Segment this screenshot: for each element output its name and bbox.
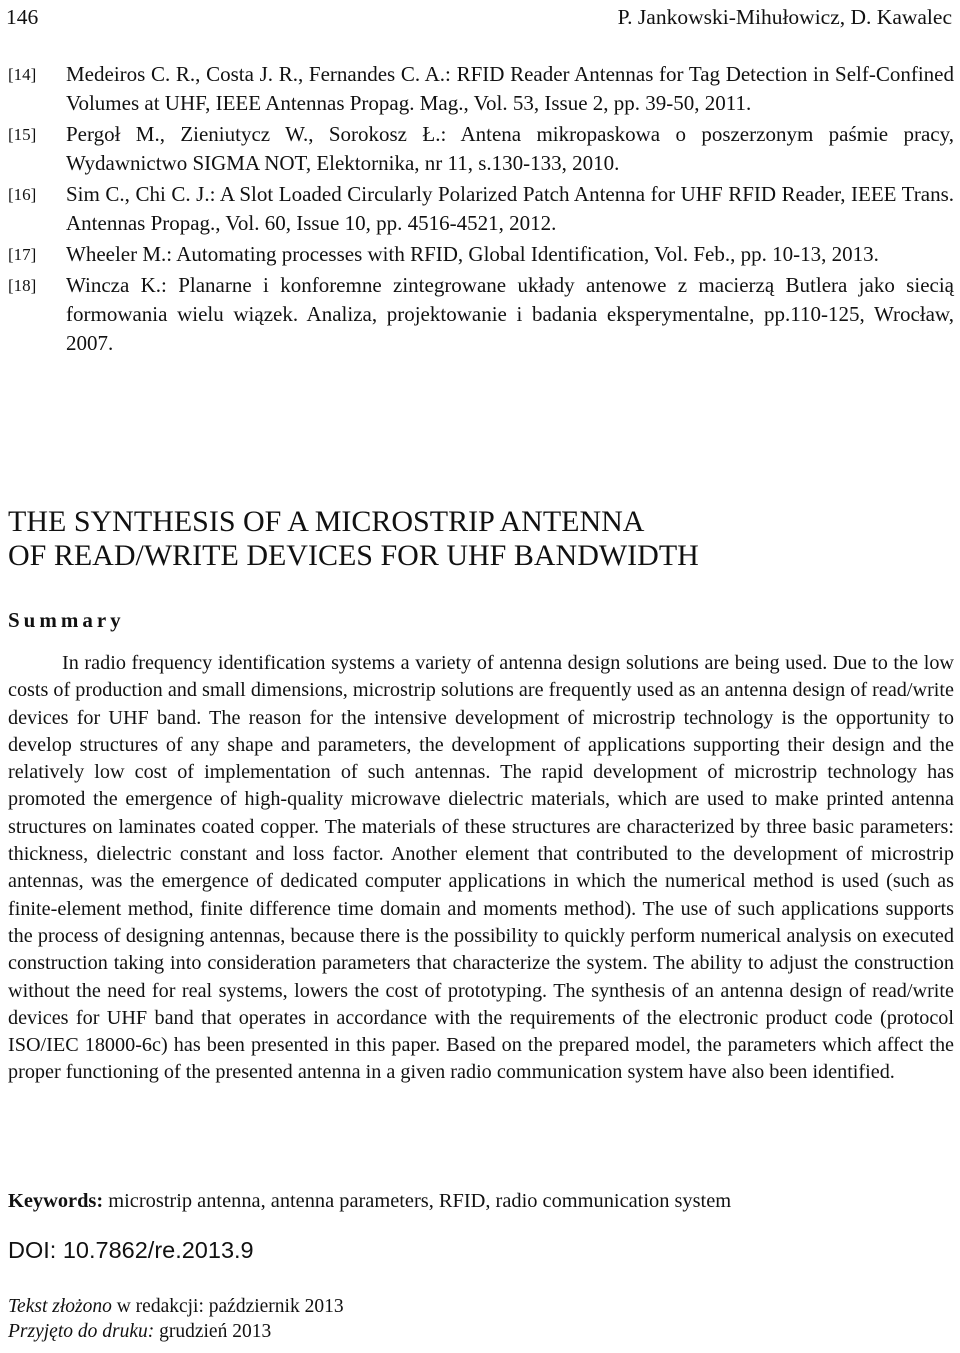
reference-list [8, 60, 954, 358]
reference-number: [18] [8, 276, 37, 295]
running-head [6, 2, 952, 32]
submitted-label: Tekst złożono [8, 1296, 112, 1317]
article-title-line-2: OF READ/WRITE DEVICES FOR UHF BANDWIDTH [8, 539, 699, 572]
accepted-note [8, 1319, 344, 1344]
keywords-line [8, 1187, 954, 1215]
reference-number: [15] [8, 125, 37, 144]
reference-text: Medeiros C. R., Costa J. R., Fernandes C. A.: RFID Reader Antennas for Tag Detection in Self-Confined Volumes at UHF, IEEE Antennas Propag. Mag., Vol. 53, Issue 2, pp. 39-50, 2011. [66, 62, 954, 115]
reference-item [8, 180, 954, 238]
summary-heading: Summary [8, 608, 125, 632]
reference-item [8, 120, 954, 178]
editorial-notes [8, 1294, 344, 1344]
submitted-date: październik 2013 [208, 1296, 344, 1317]
article-title-line-1: THE SYNTHESIS OF A MICROSTRIP ANTENNA [8, 505, 645, 538]
page-number: 146 [6, 5, 39, 29]
accepted-date: grudzień 2013 [159, 1321, 272, 1342]
running-head-authors: P. Jankowski-Mihułowicz, D. Kawalec [617, 5, 952, 29]
reference-number: [16] [8, 185, 37, 204]
keywords-text: microstrip antenna, antenna parameters, RFID, radio communication system [108, 1190, 732, 1212]
reference-item [8, 271, 954, 358]
article-title [8, 505, 954, 573]
keywords-label: Keywords: [8, 1190, 104, 1212]
reference-text: Wincza K.: Planarne i konforemne zintegrowane układy antenowe z macierzą Butlera jako siecią formowania wielu wiązek. Analiza, projektowanie i badania eksperymentalne, pp.110-125, Wrocław, 2007. [66, 273, 954, 355]
reference-text: Pergoł M., Zieniutycz W., Sorokosz Ł.: Antena mikropaskowa o poszerzonym paśmie pracy, Wydawnictwo SIGMA NOT, Elektornika, nr 11, s.130-133, 2010. [66, 122, 954, 175]
doi-line: DOI: 10.7862/re.2013.9 [8, 1237, 254, 1263]
abstract-text: In radio frequency identification systems a variety of antenna design solutions are being used. Due to the low costs of production and small dimensions, microstrip solutions are frequently used as an antenna design of read/write devices for UHF band. The reason for the intensive development of microstrip technology is the opportunity to develop structures of any shape and parameters, the development of applications supporting their design and the relatively low cost of implementation of such antennas. The rapid development of microstrip technology has promoted the emergence of high-quality microwave dielectric materials, which are used to make printed antenna structures on laminates coated copper. The materials of these structures are characterized by three basic parameters: thickness, dielectric constant and loss factor. Another element that contributed to the development of microstrip antennas, was the emergence of dedicated computer applications in which the numerical method is used (such as finite-element method, finite difference time domain and moments method). The use of such applications supports the process of designing antennas, because there is the possibility to quickly perform numerical analysis on executed construction taking into consideration parameters that characterize the system. The ability to adjust the construction without the need for real systems, lowers the cost of prototyping. The synthesis of an antenna design of read/write devices for UHF band that operates in accordance with the requirements of the electronic product code (protocol ISO/IEC 18000-6c) has been presented in this paper. Based on the prepared model, the parameters which affect the proper functioning of the presented antenna in a given radio communication system have also been identified. [8, 652, 954, 1084]
accepted-label: Przyjęto do druku: [8, 1321, 155, 1342]
reference-text: Sim C., Chi C. J.: A Slot Loaded Circularly Polarized Patch Antenna for UHF RFID Reader, IEEE Trans. Antennas Propag., Vol. 60, Issue 10, pp. 4516-4521, 2012. [66, 182, 954, 235]
reference-number: [17] [8, 245, 37, 264]
reference-text: Wheeler M.: Automating processes with RFID, Global Identification, Vol. Feb., pp. 10-13, 2013. [66, 242, 879, 266]
submitted-note [8, 1294, 344, 1319]
submitted-mid: w redakcji: [116, 1296, 204, 1317]
reference-number: [14] [8, 65, 37, 84]
reference-item [8, 60, 954, 118]
reference-item [8, 240, 954, 269]
